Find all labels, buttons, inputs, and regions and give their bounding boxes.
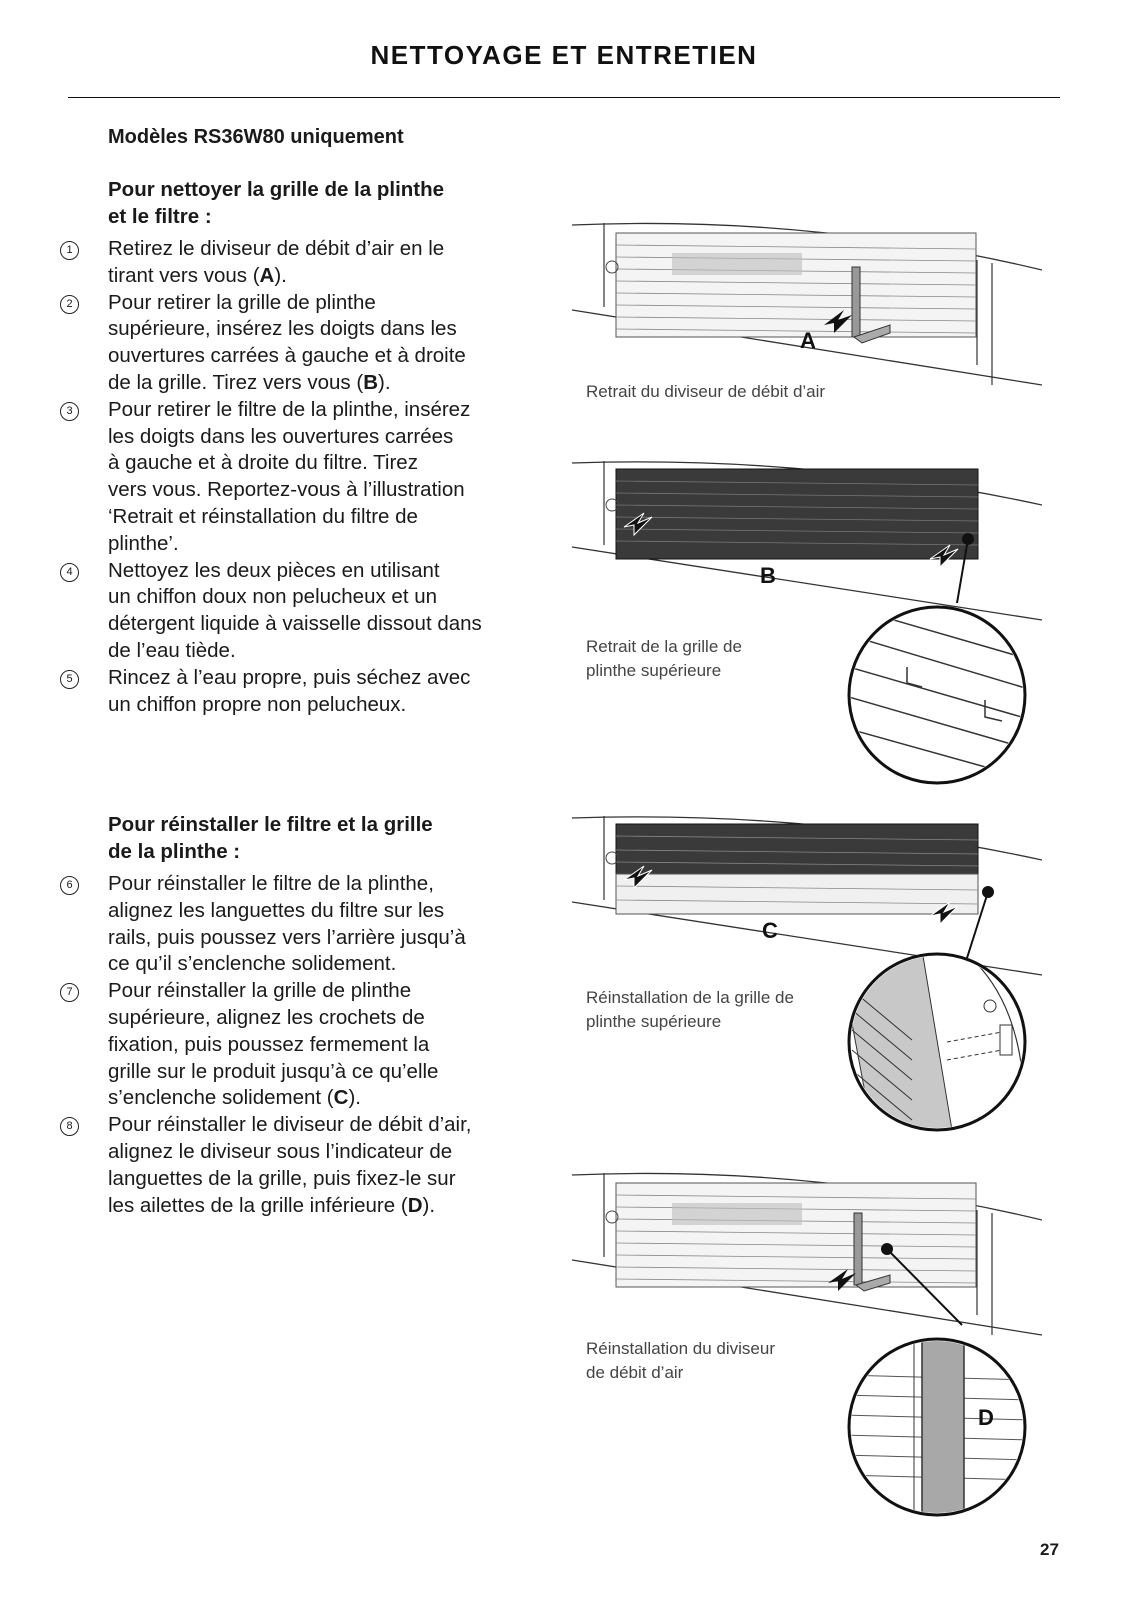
figure-reference-letter: C [333,1086,349,1110]
page-number: 27 [1040,1540,1059,1559]
caption-line: de débit d’air [586,1363,684,1382]
step-item [60,665,560,719]
reinstall-heading: Pour réinstaller le filtre et la grille de la plinthe : [108,813,433,863]
model-note: Modèles RS36W80 uniquement [108,126,404,148]
step-text-line: de l’eau tiède. [108,638,236,662]
step-text-line: Pour réinstaller le filtre de la plinthe, [108,872,434,895]
svg-text:B: B [760,563,776,588]
step-text-line: Pour réinstaller le diviseur de débit d’air, [108,1113,472,1137]
step-item [60,236,560,290]
figure-reference-letter: B [363,370,379,394]
caption-line: Réinstallation de la grille de [586,988,794,1007]
caption-line: Réinstallation du diviseur [586,1339,775,1358]
step-text-line: Pour réinstaller la grille de plinthe [108,979,412,1003]
step-text-line: Nettoyez les deux pièces en utilisant [108,558,440,582]
step-text-line: Rincez à l’eau propre, puis séchez avec [108,665,471,689]
step-item [60,290,560,397]
figure-c-illustration [572,810,1042,1150]
step-number: 5 [60,670,79,689]
caption-line: plinthe supérieure [586,1012,722,1031]
step-text-line: à gauche et à droite du filtre. Tirez [108,451,418,475]
cleaning-heading: Pour nettoyer la grille de la plinthe et le filtre : [108,178,445,228]
step-number: 1 [60,241,79,260]
step-text-line: un chiffon doux non pelucheux et un [108,585,438,609]
caption-line: Retrait du diviseur de débit d’air [586,382,826,401]
step-text-line: languettes de la grille, puis fixez-le sur [108,1166,456,1190]
step-text-line: détergent liquide à vaisselle dissout dans [108,612,482,636]
step-number: 6 [60,876,79,895]
figure-reference-letter: A [259,263,275,287]
step-text-line: plinthe’. [108,531,179,555]
figure-b-illustration [572,455,1042,795]
step-text-line: les doigts dans les ouvertures carrées [108,424,454,448]
figure-c-caption [586,986,886,1034]
step-text-line: de la grille. Tirez vers vous (B). [108,370,391,394]
svg-text:D: D [978,1405,994,1430]
step-text-line: alignez le diviseur sous l’indicateur de [108,1139,453,1163]
figure-b-caption [586,635,886,683]
step-item [60,1112,560,1219]
step-number: 7 [60,983,79,1002]
step-number: 8 [60,1117,79,1136]
step-text-line: Retirez le diviseur de débit d’air en le [108,237,445,260]
page-title: NETTOYAGE ET ENTRETIEN [370,40,758,70]
caption-line: plinthe supérieure [586,661,722,680]
step-item [60,558,560,665]
cleaning-steps [60,236,560,718]
step-item [60,978,560,1112]
step-number: 2 [60,295,79,314]
step-text-line: fixation, puis poussez fermement la [108,1032,430,1056]
step-text-line: tirant vers vous (A). [108,263,287,287]
step-text-line: Pour retirer le filtre de la plinthe, insérez [108,397,471,421]
reinstall-steps [60,871,560,1219]
figure-a-illustration [572,215,1042,395]
step-text-line: alignez les languettes du filtre sur les [108,898,445,922]
step-text-line: vers vous. Reportez-vous à l’illustration [108,478,465,502]
caption-line: Retrait de la grille de [586,637,742,656]
step-text-line: supérieure, alignez les crochets de [108,1005,425,1029]
figure-d-caption [586,1337,886,1385]
figure-reference-letter: D [407,1193,423,1217]
step-text-line: ouvertures carrées à gauche et à droite [108,344,466,368]
step-text-line: grille sur le produit jusqu’à ce qu’elle [108,1059,439,1083]
step-text-line: ce qu’il s’enclenche solidement. [108,952,397,976]
header-divider [68,97,1060,98]
step-text-line: supérieure, insérez les doigts dans les [108,317,457,341]
svg-text:A: A [800,328,816,353]
step-number: 4 [60,563,79,582]
step-text-line: les ailettes de la grille inférieure (D). [108,1193,436,1217]
step-item [60,397,560,558]
step-text-line: ‘Retrait et réinstallation du filtre de [108,504,418,528]
step-text-line: Pour retirer la grille de plinthe [108,290,376,314]
step-text-line: rails, puis poussez vers l’arrière jusqu’à [108,925,466,949]
step-item [60,871,560,978]
step-text-line: s’enclenche solidement (C). [108,1086,361,1110]
step-number: 3 [60,402,79,421]
figure-a-caption [586,380,886,404]
svg-text:C: C [762,918,778,943]
step-text-line: un chiffon propre non pelucheux. [108,692,407,716]
